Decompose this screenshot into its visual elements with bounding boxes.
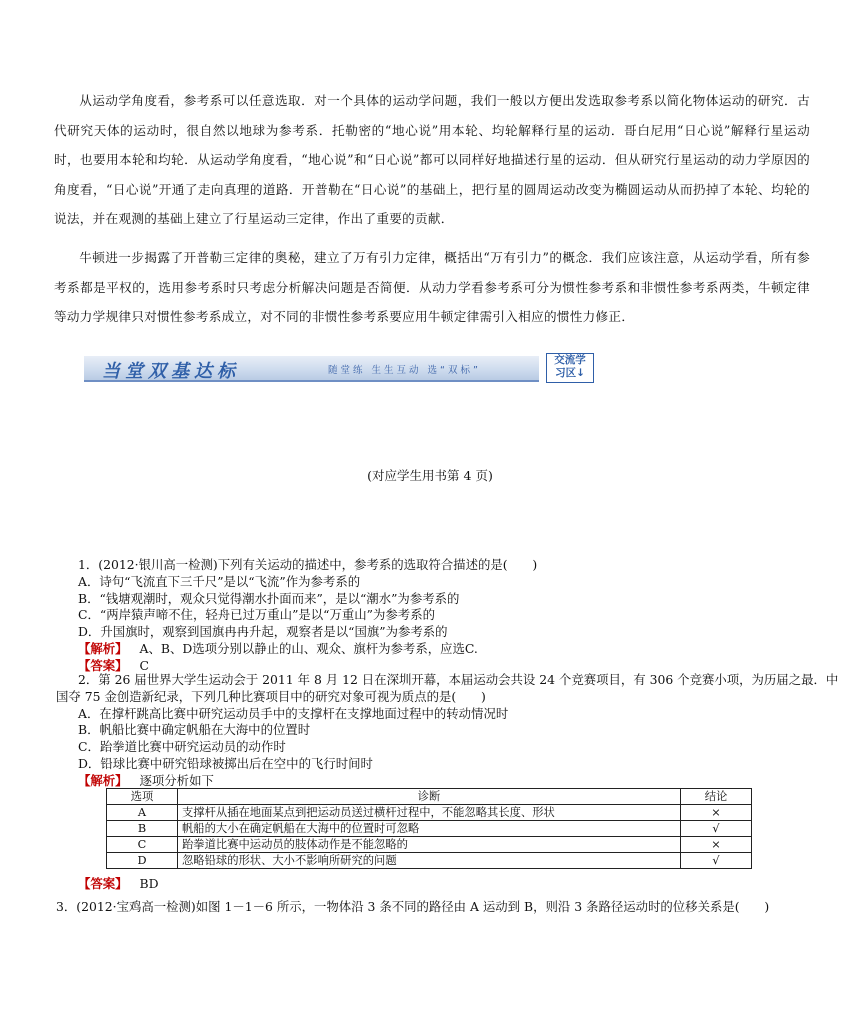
analysis-table: [106, 788, 752, 869]
question-2-option-d: D．铅球比赛中研究铅球被掷出后在空中的飞行时间时: [78, 755, 373, 771]
table-header-conclusion: 结论: [681, 789, 752, 805]
question-2-answer-line: [78, 874, 159, 892]
page-reference: (对应学生用书第 4 页): [367, 468, 493, 483]
question-1-option-d: D．升国旗时，观察到国旗冉冉升起，观察者是以“国旗”为参考系的: [78, 624, 448, 640]
table-header-row: [107, 789, 752, 805]
intro-paragraph-1: 从运动学角度看，参考系可以任意选取．对一个具体的运动学问题，我们一般以方便出发选取参考系以简化物体运动的研究．古代研究天体的运动时，很自然以地球为参考系．托勒密的“地心说”用本轮、均轮解释行星的运动．哥白尼用“日心说”解释行星运动时，也要用本轮和均轮．从运动学角度看，“地心说”和“日心说”都可以同样好地描述行星的运动．但从研究行星运动的动力学原因的角度看，“日心说”开通了走向真理的道路．开普勒在“日心说”的基础上，把行星的圆周运动改变为椭圆运动从而扔掉了本轮、均轮的说法，并在观测的基础上建立了行星运动三定律，作出了重要的贡献．: [54, 93, 810, 226]
table-cell-diagnosis: 帆船的大小在确定帆船在大海中的位置时可忽略: [178, 821, 681, 837]
question-1-analysis: A、B、D选项分别以静止的山、观众、旗杆为参考系，应选C.: [139, 640, 478, 656]
table-cell-conclusion: √: [681, 821, 752, 837]
table-row: [107, 821, 752, 837]
table-cell-option: D: [107, 853, 178, 869]
question-1-answer: C: [139, 657, 149, 673]
banner-box-line1: 交流学: [554, 354, 586, 366]
question-2-option-c: C．跆拳道比赛中研究运动员的动作时: [78, 739, 286, 755]
table-row: [107, 805, 752, 821]
question-2-option-a: A．在撑杆跳高比赛中研究运动员手中的支撑杆在支撑地面过程中的转动情况时: [78, 705, 509, 721]
question-1-option-a: A．诗句“飞流直下三千尺”是以“飞流”作为参考系的: [78, 573, 361, 589]
question-2-answer: BD: [139, 876, 159, 891]
question-2-option-b: B．帆船比赛中确定帆船在大海中的位置时: [78, 722, 311, 738]
banner-box-line2: 习区↓: [555, 367, 585, 379]
question-1: [78, 557, 808, 675]
question-1-option-c: C．“两岸猿声啼不住，轻舟已过万重山”是以“万重山”为参考系的: [78, 607, 435, 623]
table-cell-diagnosis: 跆拳道比赛中运动员的肢体动作是不能忽略的: [178, 837, 681, 853]
question-1-stem: 1．(2012·银川高一检测)下列有关运动的描述中，参考系的选取符合描述的是( ): [78, 557, 538, 572]
question-2-stem-line2: 国夺 75 金创造新纪录，下列几种比赛项目中的研究对象可视为质点的是( ): [56, 688, 486, 704]
table-cell-option: A: [107, 805, 178, 821]
question-3: [56, 899, 808, 916]
table-cell-conclusion: ×: [681, 837, 752, 853]
table-cell-option: C: [107, 837, 178, 853]
analysis-label: 【解析】: [78, 772, 128, 788]
answer-label: 【答案】: [78, 876, 128, 891]
exchange-area-link[interactable]: [546, 353, 594, 383]
banner-title: 当堂双基达标: [102, 361, 240, 382]
table-header-diagnosis: 诊断: [178, 789, 681, 805]
table-row: [107, 837, 752, 853]
question-2: [56, 672, 839, 790]
banner-subtitle: 随堂练 生生互动 选“双标”: [328, 365, 481, 376]
answer-label: 【答案】: [78, 657, 128, 673]
table-cell-conclusion: √: [681, 853, 752, 869]
table-header-option: 选项: [107, 789, 178, 805]
table-cell-diagnosis: 忽略铅球的形状、大小不影响所研究的问题: [178, 853, 681, 869]
table-cell-conclusion: ×: [681, 805, 752, 821]
analysis-label: 【解析】: [78, 640, 128, 656]
table-cell-option: B: [107, 821, 178, 837]
table-row: [107, 853, 752, 869]
question-2-analysis: 逐项分析如下: [139, 772, 214, 788]
question-3-stem: 3．(2012·宝鸡高一检测)如图 1－1－6 所示，一物体沿 3 条不同的路径由 A 运动到 B，则沿 3 条路径运动时的位移关系是( ): [56, 899, 770, 914]
intro-paragraph-2: 牛顿进一步揭露了开普勒三定律的奥秘，建立了万有引力定律，概括出“万有引力”的概念．我们应该注意，从运动学看，所有参考系都是平权的，选用参考系时只考虑分析解决问题是否简便．从动力学看参考系可分为惯性参考系和非惯性参考系两类，牛顿定律等动力学规律只对惯性参考系成立，对不同的非惯性参考系要应用牛顿定律需引入相应的惯性力修正．: [54, 250, 810, 324]
question-1-option-b: B．“钱塘观潮时，观众只觉得潮水扑面而来”，是以“潮水”为参考系的: [78, 590, 460, 606]
section-banner: [84, 353, 594, 383]
table-cell-diagnosis: 支撑杆从插在地面某点到把运动员送过横杆过程中，不能忽略其长度、形状: [178, 805, 681, 821]
question-2-stem-line1: 2．第 26 届世界大学生运动会于 2011 年 8 月 12 日在深圳开幕，本届运动会共设 24 个竞赛项目，有 306 个竞赛小项，为历届之最．中: [78, 672, 839, 687]
